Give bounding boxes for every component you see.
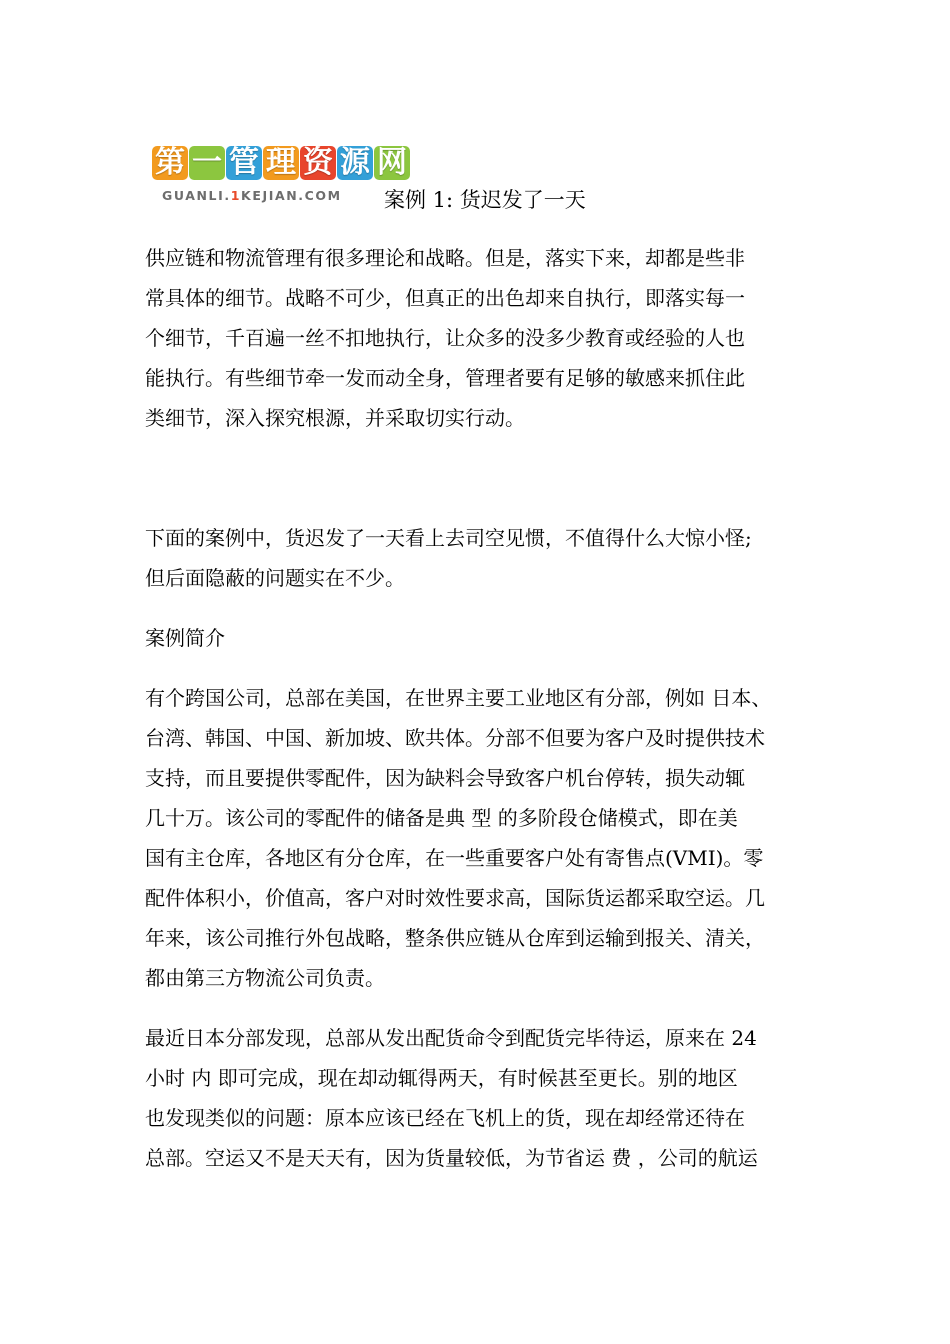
paragraph-line: 下面的案例中，货迟发了一天看上去司空见惯，不值得什么大惊小怪; bbox=[145, 526, 752, 550]
logo-char: 第 bbox=[152, 146, 188, 180]
logo-char: 网 bbox=[374, 146, 410, 180]
paragraph bbox=[145, 678, 815, 998]
paragraph-line: 有个跨国公司，总部在美国，在世界主要工业地区有分部，例如 日本、 bbox=[145, 686, 772, 710]
document-title: 案例 1: 货迟发了一天 bbox=[384, 188, 586, 212]
paragraph bbox=[145, 518, 815, 598]
paragraph-line: 常具体的细节。战略不可少，但真正的出色却来自执行，即落实每一 bbox=[145, 286, 745, 310]
paragraph-line: 配件体积小，价值高，客户对时效性要求高，国际货运都采取空运。几 bbox=[145, 886, 765, 910]
paragraph bbox=[145, 618, 815, 658]
logo-char: 一 bbox=[189, 146, 225, 180]
paragraph-line: 国有主仓库，各地区有分仓库，在一些重要客户处有寄售点(VMI)。零 bbox=[145, 846, 764, 870]
logo-char: 管 bbox=[226, 146, 262, 180]
paragraph-line: 也发现类似的问题：原本应该已经在飞机上的货，现在却经常还待在 bbox=[145, 1106, 745, 1130]
logo-domain-prefix: GUANLI. bbox=[162, 188, 231, 203]
paragraph-line: 台湾、韩国、中国、新加坡、欧共体。分部不但要为客户及时提供技术 bbox=[145, 726, 765, 750]
paragraph-line: 小时 内 即可完成，现在却动辄得两天，有时候甚至更长。别的地区 bbox=[145, 1066, 738, 1090]
logo-char: 源 bbox=[337, 146, 373, 180]
paragraph-line: 个细节，千百遍一丝不扣地执行，让众多的没多少教育或经验的人也 bbox=[145, 326, 745, 350]
logo-domain-suffix: KEJIAN.COM bbox=[241, 188, 342, 203]
logo-wordmark bbox=[152, 128, 411, 180]
paragraph-line: 但后面隐蔽的问题实在不少。 bbox=[145, 566, 405, 590]
logo-char: 资 bbox=[300, 146, 336, 180]
logo-char: 理 bbox=[263, 146, 299, 180]
paragraph-line: 总部。空运又不是天天有，因为货量较低，为节省运 费 ，公司的航运 bbox=[145, 1146, 758, 1170]
paragraph-line: 案例简介 bbox=[145, 626, 225, 650]
paragraph-line: 供应链和物流管理有很多理论和战略。但是，落实下来，却都是些非 bbox=[145, 246, 745, 270]
paragraph-line: 年来，该公司推行外包战略，整条供应链从仓库到运输到报关、清关， bbox=[145, 926, 765, 950]
logo-domain-highlight: 1 bbox=[230, 188, 242, 203]
paragraph-line: 都由第三方物流公司负责。 bbox=[145, 966, 385, 990]
paragraph bbox=[145, 238, 815, 438]
paragraph bbox=[145, 1018, 815, 1178]
paragraph-line: 类细节，深入探究根源，并采取切实行动。 bbox=[145, 406, 525, 430]
paragraph-line: 支持，而且要提供零配件，因为缺料会导致客户机台停转，损失动辄 bbox=[145, 766, 745, 790]
logo-domain bbox=[162, 188, 342, 203]
paragraph-line: 最近日本分部发现，总部从发出配货命令到配货完毕待运，原来在 24 bbox=[145, 1026, 757, 1050]
site-logo bbox=[152, 128, 407, 208]
paragraph-line: 能执行。有些细节牵一发而动全身，管理者要有足够的敏感来抓住此 bbox=[145, 366, 745, 390]
paragraph-line: 几十万。该公司的零配件的储备是典 型 的多阶段仓储模式，即在美 bbox=[145, 806, 738, 830]
